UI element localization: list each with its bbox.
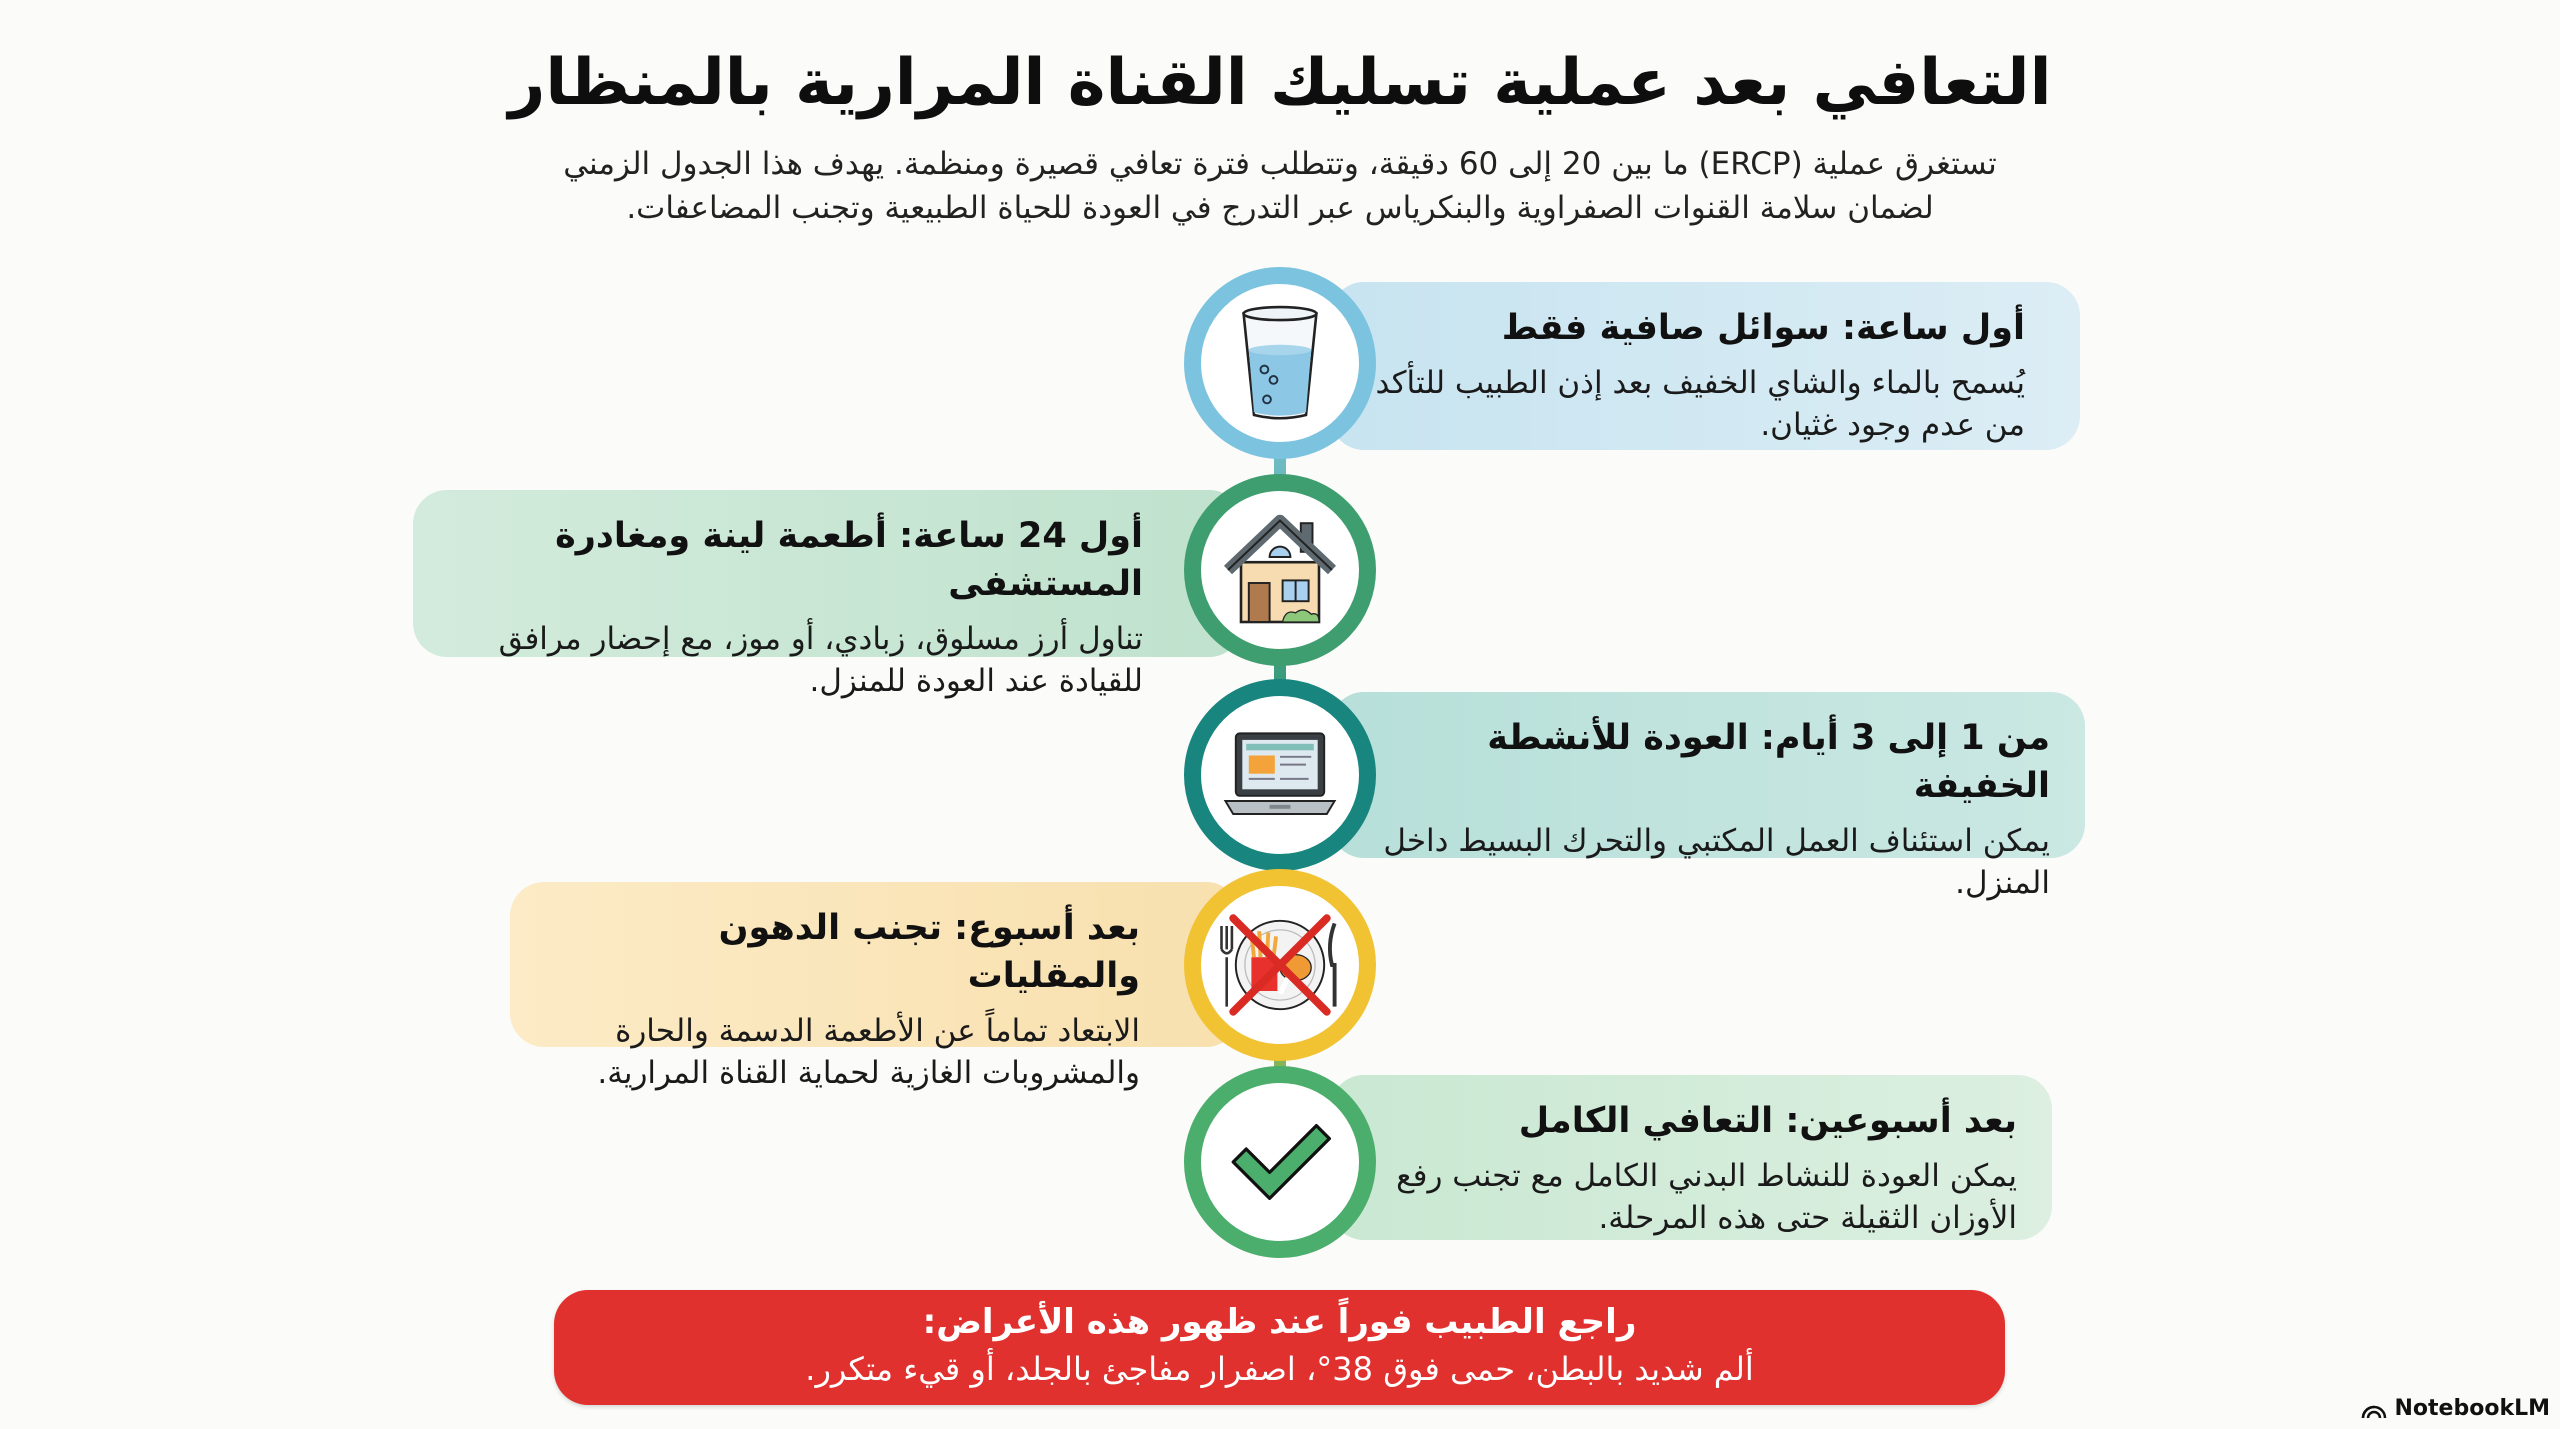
stage-heading: بعد أسبوعين: التعافي الكامل [1518, 1101, 2017, 1141]
stage-heading: بعد أسبوع: تجنب الدهون والمقليات [718, 908, 1140, 996]
stage-description: يمكن العودة للنشاط البدني الكامل مع تجنب رفع الأوزان الثقيلة حتى هذه المرحلة. [1396, 1158, 2017, 1236]
checkmark-icon [1215, 1097, 1345, 1227]
warning-banner [554, 1290, 2005, 1405]
timeline-card-after-two-weeks [1330, 1075, 2052, 1240]
timeline-card-first-hour [1330, 282, 2080, 450]
notebooklm-logo-icon [2361, 1398, 2387, 1420]
warning-symptoms: ألم شديد بالبطن، حمى فوق 38°، اصفرار مفاجئ بالجلد، أو قيء متكرر. [805, 1350, 1754, 1388]
notebooklm-brand [2361, 1396, 2550, 1421]
stage-icon-ring [1184, 679, 1376, 871]
intro-paragraph: تستغرق عملية (ERCP) ما بين 20 إلى 60 دقيقة، وتتطلب فترة تعافي قصيرة ومنظمة. يهدف هذا الجدول الزمني لضمان سلامة القنوات الصفراوية والبنكرياس عبر التدرج في العودة للحياة الطبيعية وتجنب المضاعفات. [563, 146, 1997, 226]
stage-icon-ring [1184, 1066, 1376, 1258]
stage-description: يُسمح بالماء والشاي الخفيف بعد إذن الطبيب للتأكد من عدم وجود غثيان. [1375, 365, 2025, 443]
stage-heading: من 1 إلى 3 أيام: العودة للأنشطة الخفيفة [1487, 718, 2050, 806]
stage-icon-ring [1184, 474, 1376, 666]
timeline-card-days-1-to-3 [1330, 692, 2085, 901]
stage-description: الابتعاد تماماً عن الأطعمة الدسمة والحارة والمشروبات الغازية لحماية القناة المرارية. [597, 1013, 1140, 1091]
timeline-card-after-one-week [510, 882, 1240, 1091]
stage-description: تناول أرز مسلوق، زبادي، أو موز، مع إحضار مرافق للقيادة عند العودة للمنزل. [498, 621, 1143, 699]
stage-description: يمكن استئناف العمل المكتبي والتحرك البسيط داخل المنزل. [1383, 823, 2050, 901]
stage-icon-ring [1184, 267, 1376, 459]
page-title: التعافي بعد عملية تسليك القناة المرارية بالمنظار [508, 46, 2052, 120]
brand-label: NotebookLM [2394, 1396, 2550, 1421]
laptop-icon [1215, 710, 1345, 840]
water-glass-icon [1215, 298, 1345, 428]
timeline-card-first-24-hours [413, 490, 1243, 699]
warning-heading: راجع الطبيب فوراً عند ظهور هذه الأعراض: [922, 1302, 1637, 1342]
house-icon [1215, 505, 1345, 635]
stage-heading: أول 24 ساعة: أطعمة لينة ومغادرة المستشفى [555, 516, 1143, 604]
no-fried-food-icon [1215, 900, 1345, 1030]
stage-icon-ring [1184, 869, 1376, 1061]
stage-heading: أول ساعة: سوائل صافية فقط [1501, 308, 2025, 348]
